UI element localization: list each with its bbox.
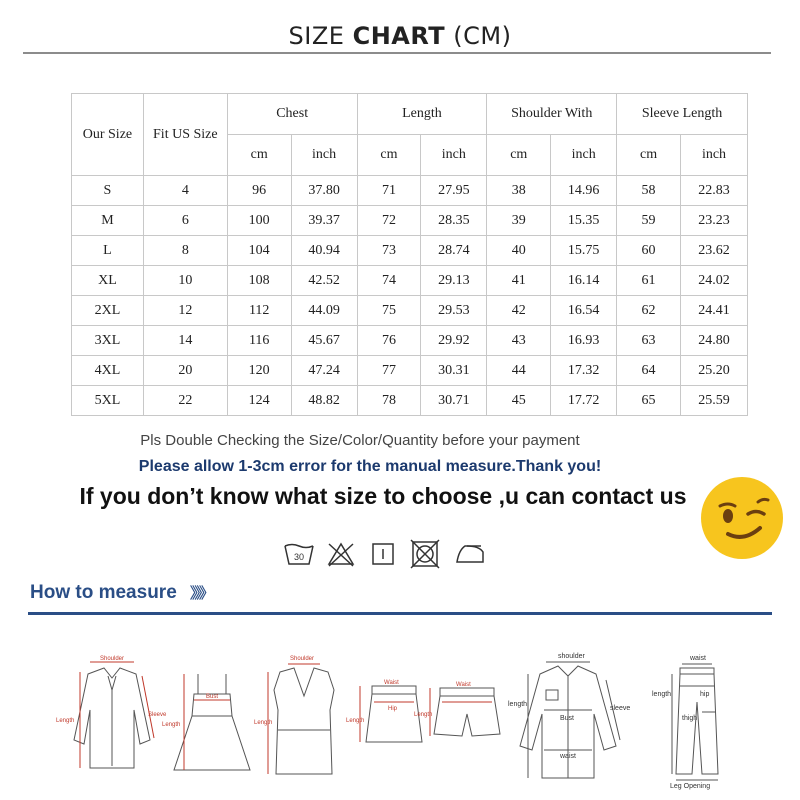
- table-cell: 58: [617, 176, 681, 206]
- table-cell: 25.20: [680, 356, 747, 386]
- table-cell: 24.41: [680, 296, 747, 326]
- table-cell: 104: [227, 236, 291, 266]
- header-shoulder: Shoulder With: [487, 94, 617, 135]
- table-cell: 15.75: [551, 236, 617, 266]
- table-cell: 39: [487, 206, 551, 236]
- label-waist-lc: waist: [690, 655, 706, 662]
- table-row: [72, 236, 748, 266]
- table-cell: 8: [143, 236, 227, 266]
- wash-temp: 30: [293, 552, 305, 562]
- table-cell: 16.14: [551, 266, 617, 296]
- dress-figure-icon: [174, 674, 250, 770]
- skirt-figure-icon: [360, 686, 422, 742]
- table-cell: 22: [143, 386, 227, 416]
- header-length: Length: [357, 94, 487, 135]
- label-sleeve: Sleeve: [148, 712, 167, 718]
- table-cell: 62: [617, 296, 681, 326]
- label-shoulder-lc: shoulder: [558, 653, 585, 660]
- table-cell: 10: [143, 266, 227, 296]
- unit-cm: cm: [357, 135, 421, 176]
- table-cell: 64: [617, 356, 681, 386]
- label-bust: Bust: [206, 694, 219, 700]
- title-chart: CHART: [352, 22, 446, 50]
- table-cell: 23.62: [680, 236, 747, 266]
- shorts-figure-icon: [430, 688, 500, 736]
- wink-emoji-icon: [700, 476, 784, 560]
- header-fit-us-size: Fit US Size: [143, 94, 227, 176]
- label-sleeve-lc: sleeve: [610, 705, 631, 712]
- label-length-lc: length: [652, 691, 672, 698]
- table-body: [72, 176, 748, 416]
- label-length: Length: [162, 722, 181, 728]
- unit-inch: inch: [680, 135, 747, 176]
- table-cell: 77: [357, 356, 421, 386]
- label-hip: Hip: [388, 706, 398, 712]
- table-cell: 63: [617, 326, 681, 356]
- no-bleach-icon: [329, 544, 353, 566]
- label-leg-opening: Leg Opening: [670, 783, 711, 790]
- table-row: [72, 266, 748, 296]
- table-cell: 41: [487, 266, 551, 296]
- table-cell: 23.23: [680, 206, 747, 236]
- header-sleeve-length: Sleeve Length: [617, 94, 748, 135]
- table-cell: 39.37: [291, 206, 357, 236]
- table-row: [72, 386, 748, 416]
- label-length: Length: [414, 712, 433, 718]
- table-cell: 30.71: [421, 386, 487, 416]
- unit-inch: inch: [551, 135, 617, 176]
- table-cell: 42.52: [291, 266, 357, 296]
- table-cell: 65: [617, 386, 681, 416]
- chevron-right-icon: 》》》: [190, 585, 212, 602]
- table-cell: 4XL: [72, 356, 144, 386]
- table-cell: 116: [227, 326, 291, 356]
- table-cell: 29.13: [421, 266, 487, 296]
- table-cell: 17.32: [551, 356, 617, 386]
- table-cell: 14: [143, 326, 227, 356]
- care-symbols: [283, 538, 493, 570]
- label-thigh: thigh: [682, 715, 698, 722]
- table-row: [72, 356, 748, 386]
- table-cell: 16.93: [551, 326, 617, 356]
- table-cell: 37.80: [291, 176, 357, 206]
- label-bust-lc: Bust: [560, 715, 575, 722]
- table-cell: 14.96: [551, 176, 617, 206]
- table-cell: 12: [143, 296, 227, 326]
- table-cell: 73: [357, 236, 421, 266]
- table-cell: 28.74: [421, 236, 487, 266]
- table-cell: 29.53: [421, 296, 487, 326]
- measure-illustrations: [50, 650, 750, 790]
- unit-cm: cm: [617, 135, 681, 176]
- table-cell: 60: [617, 236, 681, 266]
- table-cell: 42: [487, 296, 551, 326]
- table-cell: 47.24: [291, 356, 357, 386]
- table-cell: 6: [143, 206, 227, 236]
- table-cell: 30.31: [421, 356, 487, 386]
- title-size: SIZE: [288, 22, 345, 50]
- table-cell: 24.80: [680, 326, 747, 356]
- table-cell: 2XL: [72, 296, 144, 326]
- header-chest: Chest: [227, 94, 357, 135]
- unit-cm: cm: [487, 135, 551, 176]
- page-title: [0, 22, 800, 50]
- table-cell: 78: [357, 386, 421, 416]
- size-table: [71, 93, 748, 416]
- table-cell: 75: [357, 296, 421, 326]
- table-cell: 25.59: [680, 386, 747, 416]
- table-cell: 44.09: [291, 296, 357, 326]
- how-to-measure-heading: [30, 582, 211, 604]
- table-cell: 17.72: [551, 386, 617, 416]
- unit-inch: inch: [421, 135, 487, 176]
- table-cell: 48.82: [291, 386, 357, 416]
- table-cell: 3XL: [72, 326, 144, 356]
- table-cell: 16.54: [551, 296, 617, 326]
- table-row: [72, 326, 748, 356]
- label-length-lc: length: [508, 701, 528, 708]
- table-cell: 22.83: [680, 176, 747, 206]
- table-cell: 59: [617, 206, 681, 236]
- table-cell: 28.35: [421, 206, 487, 236]
- table-cell: 5XL: [72, 386, 144, 416]
- table-row: [72, 176, 748, 206]
- label-waist: Waist: [384, 680, 399, 686]
- how-to-measure-divider: [28, 612, 772, 615]
- table-cell: 61: [617, 266, 681, 296]
- label-length: Length: [346, 718, 365, 724]
- table-row: [72, 206, 748, 236]
- table-cell: L: [72, 236, 144, 266]
- blouse-figure-icon: [74, 662, 154, 768]
- table-cell: 15.35: [551, 206, 617, 236]
- label-length: Length: [254, 720, 273, 726]
- table-cell: 29.92: [421, 326, 487, 356]
- no-dry-clean-icon: [411, 540, 439, 568]
- table-cell: 27.95: [421, 176, 487, 206]
- label-waist-lc: waist: [560, 753, 576, 760]
- label-shoulder: Shoulder: [100, 656, 125, 662]
- table-cell: 45: [487, 386, 551, 416]
- table-cell: 74: [357, 266, 421, 296]
- vest-top-figure-icon: [268, 664, 334, 774]
- table-cell: 40.94: [291, 236, 357, 266]
- table-cell: 20: [143, 356, 227, 386]
- table-cell: 76: [357, 326, 421, 356]
- table-header-row: [72, 94, 748, 135]
- table-cell: 43: [487, 326, 551, 356]
- label-length: Length: [56, 718, 75, 724]
- table-cell: 124: [227, 386, 291, 416]
- label-waist: Waist: [456, 682, 471, 688]
- title-divider: [23, 52, 771, 54]
- note-measure-error: Please allow 1-3cm error for the manual measure.Thank you!: [138, 458, 602, 475]
- table-cell: 38: [487, 176, 551, 206]
- table-cell: 100: [227, 206, 291, 236]
- table-cell: XL: [72, 266, 144, 296]
- table-cell: 4: [143, 176, 227, 206]
- table-cell: 24.02: [680, 266, 747, 296]
- table-cell: 108: [227, 266, 291, 296]
- table-cell: 71: [357, 176, 421, 206]
- table-cell: S: [72, 176, 144, 206]
- tumble-dry-icon: [373, 544, 393, 564]
- unit-cm: cm: [227, 135, 291, 176]
- table-row: [72, 296, 748, 326]
- title-unit: (CM): [453, 22, 512, 50]
- trousers-figure-icon: [672, 664, 718, 780]
- table-cell: 45.67: [291, 326, 357, 356]
- iron-icon: [457, 546, 483, 562]
- table-cell: M: [72, 206, 144, 236]
- table-cell: 40: [487, 236, 551, 266]
- unit-inch: inch: [291, 135, 357, 176]
- table-cell: 96: [227, 176, 291, 206]
- how-to-measure-title: How to measure: [30, 582, 177, 603]
- note-double-check: Pls Double Checking the Size/Color/Quantity before your payment: [140, 432, 580, 449]
- label-hip-lc: hip: [700, 691, 710, 698]
- note-contact-us: If you don’t know what size to choose ,u can contact us: [79, 483, 687, 509]
- table-cell: 72: [357, 206, 421, 236]
- table-cell: 112: [227, 296, 291, 326]
- table-cell: 120: [227, 356, 291, 386]
- label-shoulder: Shoulder: [290, 656, 315, 662]
- header-our-size: Our Size: [72, 94, 144, 176]
- wash-30-icon: [285, 545, 313, 565]
- table-cell: 44: [487, 356, 551, 386]
